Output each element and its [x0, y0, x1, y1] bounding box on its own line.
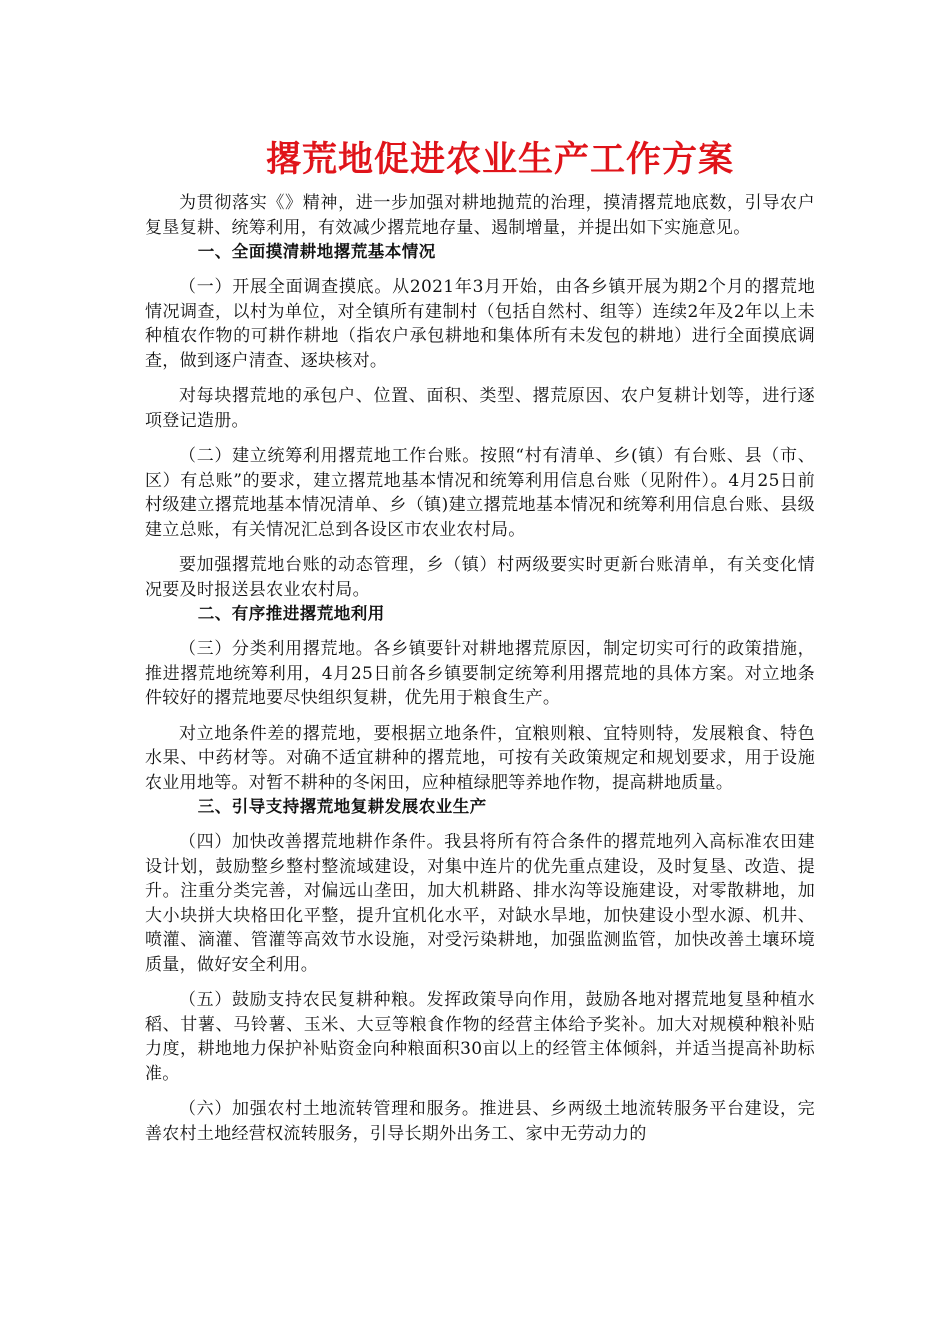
section-1-heading: 一、全面摸清耕地撂荒基本情况: [197, 242, 436, 261]
section-1-paragraph-4: 要加强撂荒地台账的动态管理，乡（镇）村两级要实时更新台账清单，有关变化情况要及时报送县农业农村局。: [145, 555, 815, 600]
section-1-paragraph-1: （一）开展全面调查摸底。从2021年3月开始，由各乡镇开展为期2个月的撂荒地情况调查，以村为单位，对全镇所有建制村（包括自然村、组等）连续2年及2年以上未种植农作物的可耕作耕地（指农户承包耕地和集体所有未发包的耕地）进行全面摸底调查，做到逐户清查、逐块核对。: [145, 277, 815, 371]
section-2-paragraph-2: 对立地条件差的撂荒地，要根据立地条件，宜粮则粮、宜特则特，发展粮食、特色水果、中药材等。对确不适宜耕种的撂荒地，可按有关政策规定和规划要求，用于设施农业用地等。对暂不耕种的冬闲田，应种植绿肥等养地作物，提高耕地质量。: [145, 723, 815, 793]
section-3-paragraph-3: （六）加强农村土地流转管理和服务。推进县、乡两级土地流转服务平台建设，完善农村土地经营权流转服务，引导长期外出务工、家中无劳动力的: [145, 1099, 815, 1144]
section-3-heading: 三、引导支持撂荒地复耕发展农业生产: [197, 797, 487, 816]
document-body: [145, 191, 815, 1146]
section-1-paragraph-3: （二）建立统筹利用撂荒地工作台账。按照“村有清单、乡(镇）有台账、县（市、区）有总账”的要求，建立撂荒地基本情况和统筹利用信息台账（见附件）。4月25日前村级建立撂荒地基本情况清单、乡（镇)建立撂荒地基本情况和统筹利用信息台账、县级建立总账，有关情况汇总到各设区市农业农村局。: [145, 446, 815, 540]
section-3-paragraph-1: （四）加快改善撂荒地耕作条件。我县将所有符合条件的撂荒地列入高标准农田建设计划，鼓励整乡整村整流域建设，对集中连片的优先重点建设，及时复垦、改造、提升。注重分类完善，对偏远山垄田，加大机耕路、排水沟等设施建设，对零散耕地，加大小块拼大块格田化平整，提升宜机化水平，对缺水旱地，加快建设小型水源、机井、喷灌、滴灌、管灌等高效节水设施，对受污染耕地，加强监测监管，加快改善土壤环境质量，做好安全利用。: [145, 832, 815, 975]
intro-paragraph: 为贯彻落实《》精神，进一步加强对耕地抛荒的治理，摸清撂荒地底数，引导农户复垦复耕、统筹利用，有效减少撂荒地存量、遏制增量，并提出如下实施意见。: [145, 193, 815, 238]
section-1-paragraph-2: 对每块撂荒地的承包户、位置、面积、类型、撂荒原因、农户复耕计划等，进行逐项登记造册。: [145, 386, 815, 431]
section-2-heading: 二、有序推进撂荒地利用: [197, 604, 385, 623]
section-3-paragraph-2: （五）鼓励支持农民复耕种粮。发挥政策导向作用，鼓励各地对撂荒地复垦种植水稻、甘薯、马铃薯、玉米、大豆等粮食作物的经营主体给予奖补。加大对规模种粮补贴力度，耕地地力保护补贴资金向种粮面积30亩以上的经管主体倾斜，并适当提高补助标准。: [145, 990, 815, 1084]
document-title: 撂荒地促进农业生产工作方案: [265, 139, 734, 180]
section-2-paragraph-1: （三）分类利用撂荒地。各乡镇要针对耕地撂荒原因，制定切实可行的政策措施，推进撂荒地统筹利用，4月25日前各乡镇要制定统筹利用撂荒地的具体方案。对立地条件较好的撂荒地要尽快组织复耕，优先用于粮食生产。: [145, 639, 815, 708]
